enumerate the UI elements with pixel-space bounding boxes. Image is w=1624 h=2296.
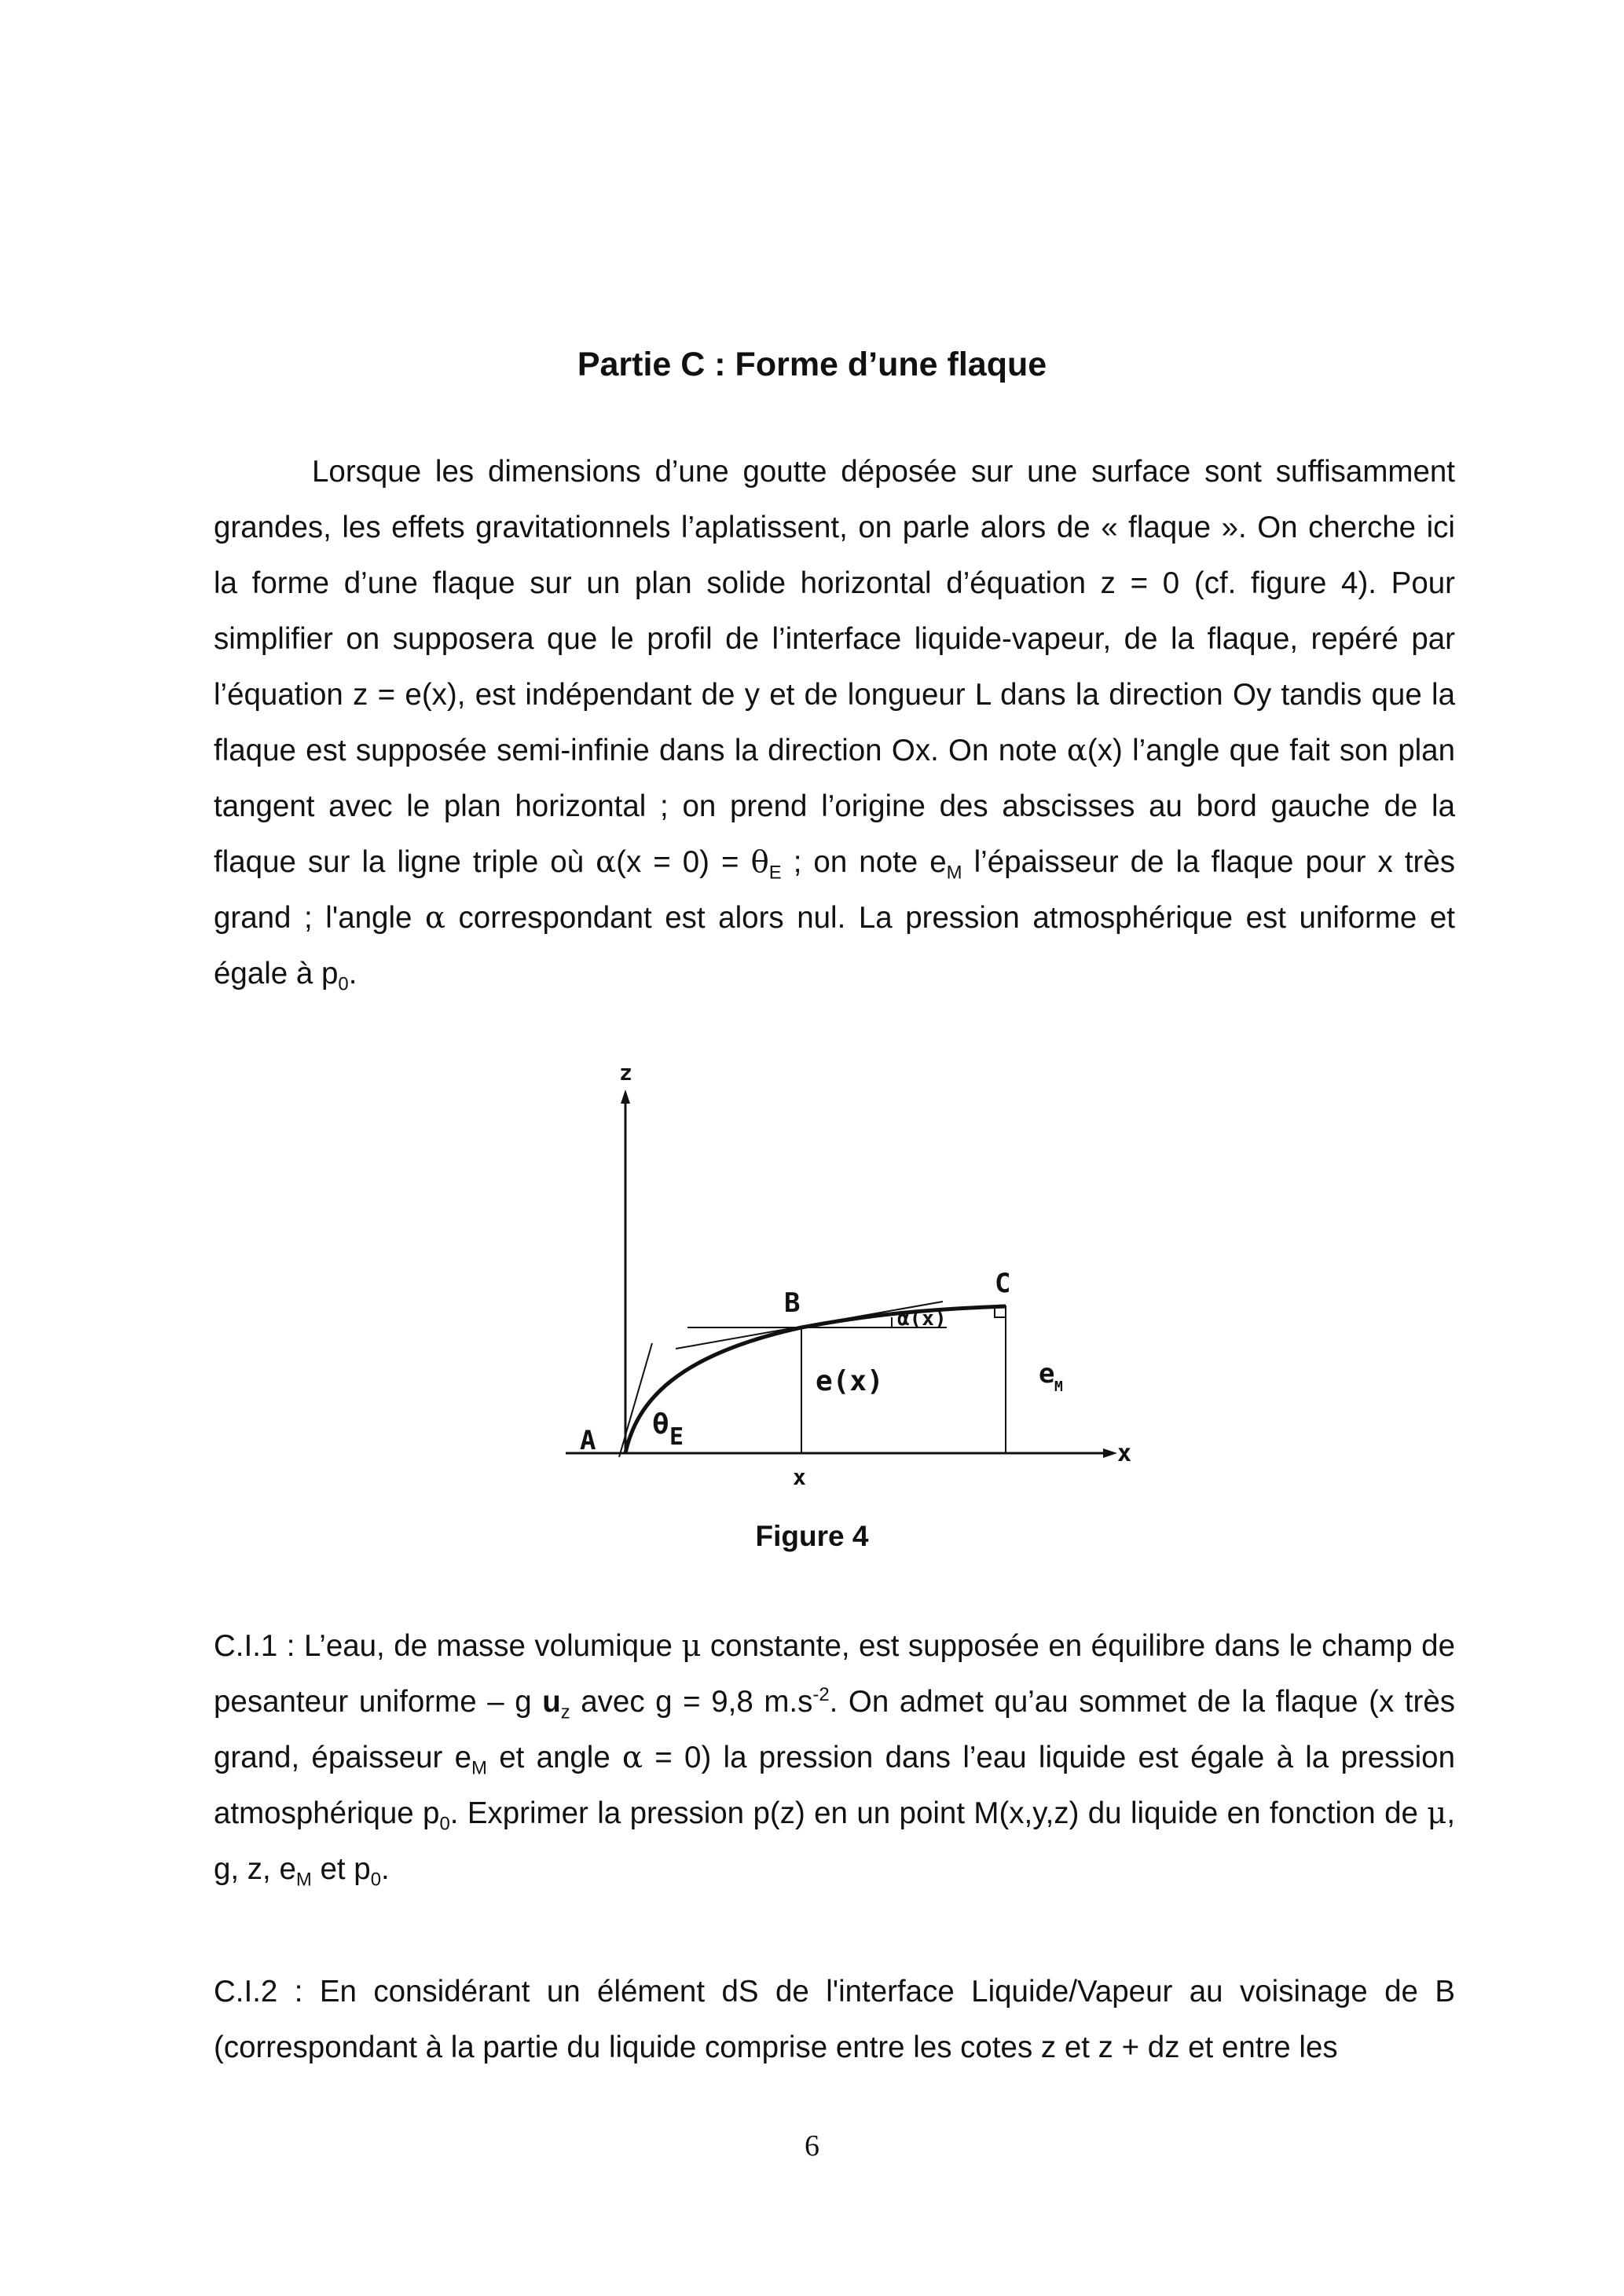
question-label: C.I.2	[214, 1975, 278, 2009]
p0-subscript: 0	[338, 973, 349, 995]
c1-text-10: .	[380, 1852, 390, 1886]
exponent: -2	[812, 1684, 830, 1706]
intro-text-6: correspondant est alors nul. La pression atmosphérique est uniforme et égale à p	[214, 901, 1455, 991]
em-label-subscript: M	[1054, 1379, 1063, 1395]
mu-symbol: μ	[681, 1628, 702, 1664]
question-label: C.I.1	[214, 1629, 278, 1663]
theta-e-label: θ	[652, 1408, 669, 1441]
intro-text-4: ; on note e	[781, 845, 947, 879]
intro-text-5: l’épaisseur de la flaque pour x très grand ; l'angle	[214, 845, 1455, 935]
theta-e-subscript: E	[669, 1423, 684, 1451]
em-subscript: M	[946, 862, 962, 884]
c2-text-1: : En considérant un élément dS de l'interface Liquide/Vapeur au voisinage de B (correspondant à la partie du liquide comprise entre les cotes z et z + dz et entre les	[214, 1975, 1455, 2064]
mu-symbol: μ	[1427, 1796, 1447, 1831]
figure-caption: Figure 4	[755, 1520, 869, 1552]
intro-paragraph	[214, 444, 1455, 1002]
x-tick-label: x	[793, 1464, 806, 1490]
alpha-x-label: α(x)	[897, 1307, 947, 1331]
e-x-label: e(x)	[816, 1365, 884, 1397]
c1-text-6: = 0) la pression dans l’eau liquide est égale à la pression atmosphérique p	[214, 1741, 1456, 1830]
p0-subscript: 0	[370, 1869, 381, 1891]
intro-text-1: Lorsque les dimensions d’une goutte déposée sur une surface sont suffisamment grandes, les effets gravitationnels l’aplatissent, on parle alors de « flaque ». On cherche ici la forme d’une flaque sur un plan solide horizontal d’équation z = 0 (cf. figure 4). Pour simplifier on supposera que le profil de l’interface liquide-vapeur, de la flaque, repéré par l’équation z = e(x), est indépendant de y et de longueur L dans la direction Oy tandis que la flaque est supposée semi-infinie dans la direction Ox. On note	[214, 455, 1455, 767]
c1-text-5: et angle	[486, 1741, 623, 1774]
z-axis-arrow	[621, 1089, 630, 1104]
figure-4-diagram	[550, 1056, 1155, 1496]
x-axis-label: x	[1117, 1440, 1132, 1467]
theta-subscript: E	[768, 862, 782, 884]
section-title: Partie C : Forme d’une flaque	[577, 346, 1047, 383]
c1-text-9: et p	[311, 1852, 371, 1886]
alpha-symbol: α	[424, 900, 445, 936]
c1-text-4: . On admet qu’au sommet de la flaque (x très grand, épaisseur e	[214, 1685, 1455, 1774]
point-a-label: A	[580, 1425, 596, 1456]
alpha-symbol: α	[622, 1740, 643, 1775]
point-c-label: C	[995, 1268, 1011, 1299]
point-b-label: B	[784, 1287, 801, 1319]
question-c-i-2	[214, 1964, 1455, 2075]
em-subscript: M	[471, 1757, 487, 1779]
intro-text-3: (x = 0) =	[616, 845, 751, 879]
c1-text-2: constante, est supposée en équilibre dans le champ de pesanteur uniforme – g	[214, 1629, 1455, 1719]
c1-text-3: avec g = 9,8 m.s	[570, 1685, 813, 1719]
em-label: e	[1039, 1358, 1055, 1390]
alpha-symbol: α	[1066, 733, 1087, 768]
uz-subscript: z	[560, 1701, 570, 1723]
page-number: 6	[805, 2129, 819, 2162]
alpha-symbol: α	[596, 844, 617, 880]
x-axis-arrow	[1103, 1448, 1117, 1458]
p0-subscript: 0	[439, 1813, 450, 1835]
em-subscript: M	[295, 1869, 312, 1891]
c1-text-8: , g, z, e	[214, 1796, 1456, 1886]
question-c-i-1	[214, 1618, 1455, 1897]
intro-text-2: (x) l’angle que fait son plan tangent avec le plan horizontal ; on prend l’origine des abscisses au bord gauche de la flaque sur la ligne triple où	[214, 734, 1455, 879]
intro-text-7: .	[348, 957, 357, 991]
c1-text-1: : L’eau, de masse volumique	[277, 1629, 682, 1663]
c1-text-7: . Exprimer la pression p(z) en un point M(x,y,z) du liquide en fonction de	[449, 1796, 1428, 1830]
uz-vector: u	[542, 1685, 561, 1719]
theta-symbol: θ	[750, 844, 769, 880]
tangent-at-a	[619, 1343, 652, 1457]
z-axis-label: z	[619, 1060, 632, 1086]
